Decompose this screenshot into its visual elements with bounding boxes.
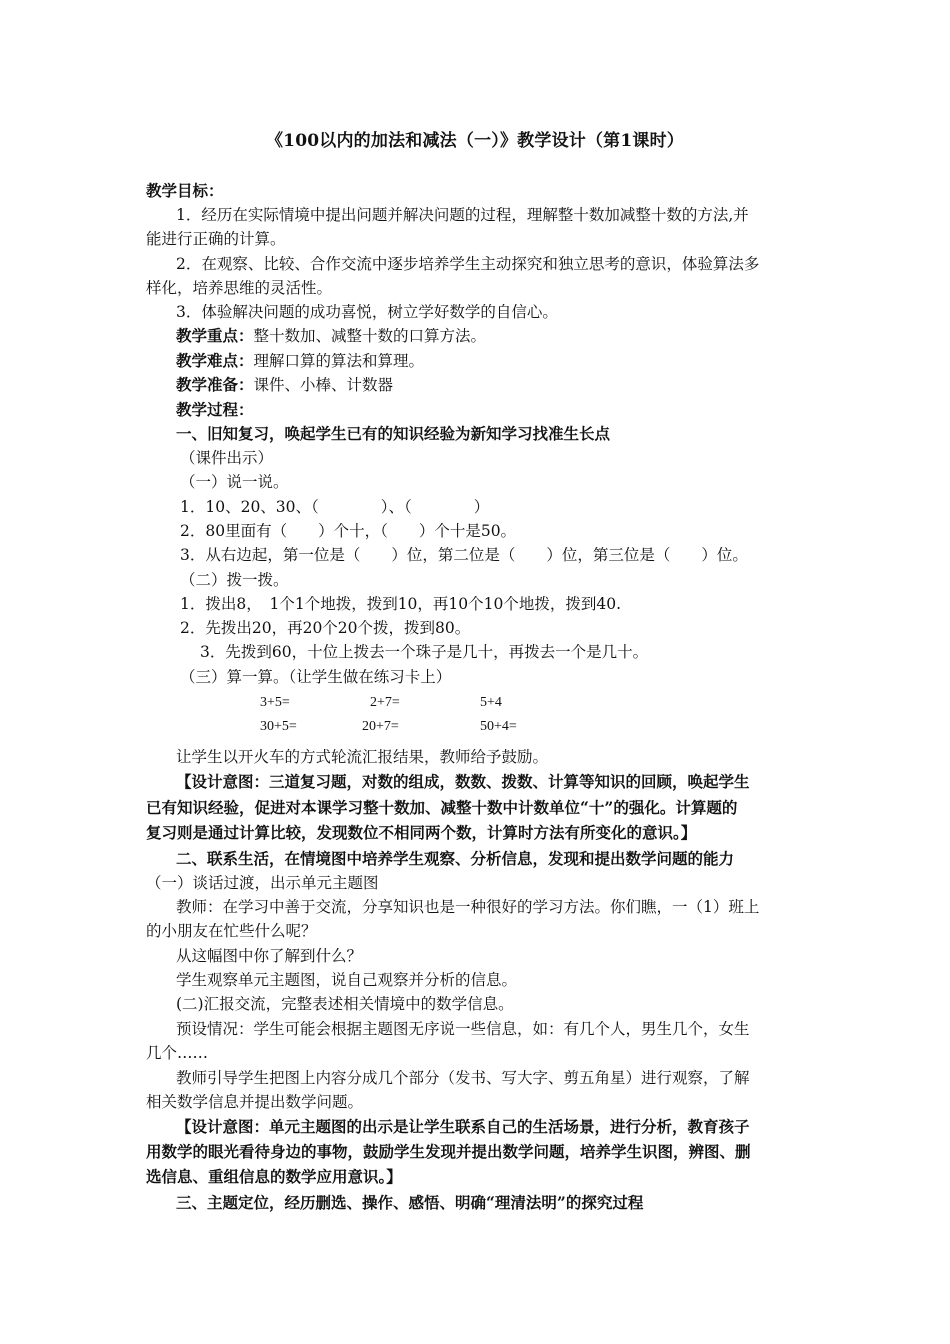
goal-2-line-1: 2．在观察、比较、合作交流中逐步培养学生主动探究和独立思考的意识，体验算法多 <box>176 255 760 273</box>
courseware-note: （课件出示） <box>180 449 274 467</box>
section-2-heading: 二、联系生活，在情境图中培养学生观察、分析信息，发现和提出数学问题的能力 <box>176 849 735 868</box>
calc-item: 50+4= <box>480 719 517 734</box>
observe-note: 学生观察单元主题图，说自己观察并分析的信息。 <box>176 971 518 989</box>
process-heading: 教学过程： <box>176 400 254 419</box>
report-note: 让学生以开火车的方式轮流汇报结果，教师给予鼓励。 <box>176 748 549 766</box>
preparation <box>176 374 393 396</box>
key-point <box>176 325 486 347</box>
teacher-line-2: 的小朋友在忙些什么呢？ <box>146 922 317 940</box>
preset-line-1: 预设情况：学生可能会根据主题图无序说一些信息，如：有几个人，男生几个，女生 <box>176 1020 750 1038</box>
goals-heading: 教学目标： <box>146 181 224 200</box>
document-title: 《100以内的加法和减法（一）》教学设计（第1课时） <box>265 131 684 151</box>
intent-2-line-2: 用数学的眼光看待身边的事物，鼓励学生发现并提出数学问题，培养学生识图，辨图、删 <box>146 1142 751 1161</box>
difficulty-text: 理解口算的算法和算理。 <box>253 352 425 370</box>
section-3-heading: 三、主题定位，经历删选、操作、感悟、明确“理清法明”的探究过程 <box>176 1193 644 1212</box>
bead-task-1: 1．拨出8， 1个1个地拨，拨到10，再10个10个地拨，拨到40. <box>180 595 622 613</box>
section-1-heading: 一、旧知复习，唤起学生已有的知识经验为新知学习找准生长点 <box>176 424 611 443</box>
key-point-label: 教学重点： <box>176 326 254 345</box>
section-2-part-1-title: （一）谈话过渡，出示单元主题图 <box>146 874 379 892</box>
goal-1-line-1: 1．经历在实际情境中提出问题并解决问题的过程，理解整十数加减整十数的方法,并 <box>176 206 749 224</box>
calc-item: 3+5= <box>260 695 290 710</box>
calc-item: 30+5= <box>260 719 297 734</box>
guide-line-1: 教师引导学生把图上内容分成几个部分（发书、写大字、剪五角星）进行观察，了解 <box>176 1069 750 1087</box>
teacher-line-1: 教师：在学习中善于交流，分享知识也是一种很好的学习方法。你们瞧，一（1）班上 <box>176 898 760 916</box>
goal-1-line-2: 能进行正确的计算。 <box>146 230 286 248</box>
bead-task-3: 3．先拨到60，十位上拨去一个珠子是几十，再拨去一个是几十。 <box>200 643 649 661</box>
question-prompt: 从这幅图中你了解到什么？ <box>176 947 363 965</box>
intent-2-line-3: 选信息、重组信息的数学应用意识。】 <box>146 1167 402 1186</box>
intent-1-line-1: 【设计意图：三道复习题，对数的组成，数数、拨数、计算等知识的回顾，唤起学生 <box>176 772 750 791</box>
difficulty-label: 教学难点： <box>176 351 254 370</box>
question-2: 2．80里面有（ ）个十，（ ）个十是50。 <box>180 522 517 540</box>
calc-item: 20+7= <box>362 719 399 734</box>
intent-1-line-2: 已有知识经验，促进对本课学习整十数加、减整十数中计数单位“十”的强化。计算题的 <box>146 798 738 817</box>
part-2-title: （二）拨一拨。 <box>180 571 289 589</box>
goal-3: 3．体验解决问题的成功喜悦，树立学好数学的自信心。 <box>176 303 558 321</box>
part-1-title: （一）说一说。 <box>180 473 289 491</box>
intent-1-line-3: 复习则是通过计算比较，发现数位不相同两个数，计算时方法有所变化的意识。】 <box>146 823 697 842</box>
difficulty-point <box>176 350 424 372</box>
question-3: 3．从右边起，第一位是（ ）位，第二位是（ ）位，第三位是（ ）位。 <box>180 546 748 564</box>
bead-task-2: 2．先拨出20，再20个20个拨，拨到80。 <box>180 619 471 637</box>
question-1: 1．10、20、30、（ ）、（ ） <box>180 498 490 516</box>
calc-item: 2+7= <box>370 695 400 710</box>
preset-line-2: 几个…… <box>146 1044 209 1062</box>
section-2-part-2-title: (二)汇报交流，完整表述相关情境中的数学信息。 <box>176 995 514 1013</box>
key-point-text: 整十数加、减整十数的口算方法。 <box>253 327 487 345</box>
intent-2-line-1: 【设计意图：单元主题图的出示是让学生联系自己的生活场景，进行分析，教育孩子 <box>176 1117 750 1136</box>
preparation-label: 教学准备： <box>176 375 254 394</box>
goal-2-line-2: 样化，培养思维的灵活性。 <box>146 279 333 297</box>
preparation-text: 课件、小棒、计数器 <box>253 376 394 394</box>
calc-item: 5+4 <box>480 695 502 710</box>
part-3-title: （三）算一算。（让学生做在练习卡上） <box>180 668 452 686</box>
guide-line-2: 相关数学信息并提出数学问题。 <box>146 1093 364 1111</box>
